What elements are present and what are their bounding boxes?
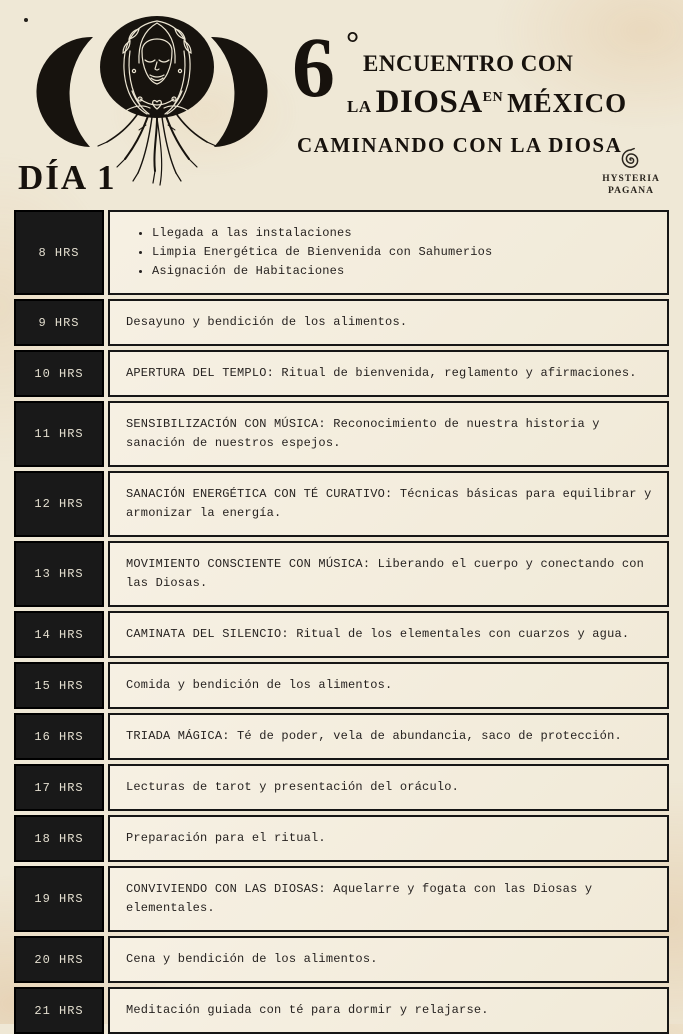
schedule-row — [14, 866, 669, 932]
title-line1: ENCUENTRO CON — [363, 51, 574, 76]
activity-text: Lecturas de tarot y presentación del oráculo. — [126, 780, 460, 794]
time-cell: 18 HRS — [14, 815, 104, 862]
activity-cell — [108, 541, 669, 607]
activity-cell — [108, 299, 669, 346]
time-cell: 20 HRS — [14, 936, 104, 983]
activity-cell — [108, 210, 669, 295]
schedule-row — [14, 662, 669, 709]
activity-cell — [108, 611, 669, 658]
schedule-row — [14, 350, 669, 397]
activity-cell — [108, 936, 669, 983]
activity-cell — [108, 471, 669, 537]
schedule-table — [14, 210, 669, 1034]
time-cell: 15 HRS — [14, 662, 104, 709]
time-cell: 19 HRS — [14, 866, 104, 932]
activity-text: Cena y bendición de los alimentos. — [126, 952, 378, 966]
time-cell: 9 HRS — [14, 299, 104, 346]
schedule-row — [14, 936, 669, 983]
edition-number: 6 — [292, 19, 335, 115]
time-cell: 16 HRS — [14, 713, 104, 760]
activity-text: CONVIVIENDO CON LAS DIOSAS: Aquelarre y fogata con las Diosas y elementales. — [126, 882, 593, 915]
degree-symbol: ° — [346, 26, 360, 62]
schedule-row — [14, 541, 669, 607]
schedule-row — [14, 299, 669, 346]
activity-text: Preparación para el ritual. — [126, 831, 326, 845]
activity-text: Meditación guiada con té para dormir y relajarse. — [126, 1003, 489, 1017]
schedule-row — [14, 987, 669, 1034]
activity-text: Desayuno y bendición de los alimentos. — [126, 315, 408, 329]
time-cell: 14 HRS — [14, 611, 104, 658]
schedule-row — [14, 815, 669, 862]
activity-item: • Limpia Energética de Bienvenida con Sahumerios — [152, 243, 492, 262]
spiral-icon — [619, 147, 643, 171]
activity-text: TRIADA MÁGICA: Té de poder, vela de abundancia, saco de protección. — [126, 729, 622, 743]
activity-cell — [108, 713, 669, 760]
activity-text: APERTURA DEL TEMPLO: Ritual de bienvenida, reglamento y afirmaciones. — [126, 366, 637, 380]
title-la: LA — [347, 97, 372, 116]
time-cell: 17 HRS — [14, 764, 104, 811]
activity-text: MOVIMIENTO CONSCIENTE CON MÚSICA: Liberando el cuerpo y conectando con las Diosas. — [126, 557, 645, 590]
schedule-row — [14, 210, 669, 295]
title-en: EN — [482, 90, 504, 105]
activity-list — [126, 224, 492, 281]
activity-text: Comida y bendición de los alimentos. — [126, 678, 393, 692]
subtitle: CAMINANDO CON LA DIOSA — [297, 133, 623, 157]
brand-name-line2: PAGANA — [608, 186, 654, 197]
time-cell: 11 HRS — [14, 401, 104, 467]
schedule-row — [14, 764, 669, 811]
activity-cell — [108, 987, 669, 1034]
activity-cell — [108, 662, 669, 709]
brand-name-line1: HYSTERIA — [602, 174, 660, 184]
activity-item: • Llegada a las instalaciones — [152, 224, 492, 243]
activity-text: CAMINATA DEL SILENCIO: Ritual de los elementales con cuarzos y agua. — [126, 627, 630, 641]
time-cell: 12 HRS — [14, 471, 104, 537]
schedule-row — [14, 401, 669, 467]
day-heading: DÍA 1 — [18, 158, 117, 197]
title-line2 — [347, 84, 627, 121]
time-cell: 10 HRS — [14, 350, 104, 397]
schedule-row — [14, 471, 669, 537]
activity-cell — [108, 401, 669, 467]
activity-cell — [108, 866, 669, 932]
brand-mark — [593, 147, 669, 198]
activity-cell — [108, 815, 669, 862]
activity-item: • Asignación de Habitaciones — [152, 262, 492, 281]
time-cell: 21 HRS — [14, 987, 104, 1034]
time-cell: 8 HRS — [14, 210, 104, 295]
schedule-row — [14, 713, 669, 760]
activity-cell — [108, 764, 669, 811]
schedule-row — [14, 611, 669, 658]
title-mexico: MÉXICO — [507, 88, 628, 118]
title-diosa: DIOSA — [375, 84, 483, 120]
time-cell: 13 HRS — [14, 541, 104, 607]
activity-text: SANACIÓN ENERGÉTICA CON TÉ CURATIVO: Técnicas básicas para equilibrar y armonizar la energía. — [126, 487, 652, 520]
title-block — [292, 19, 676, 157]
activity-cell — [108, 350, 669, 397]
activity-text: SENSIBILIZACIÓN CON MÚSICA: Reconocimiento de nuestra historia y sanación de nuestros espejos. — [126, 417, 600, 450]
